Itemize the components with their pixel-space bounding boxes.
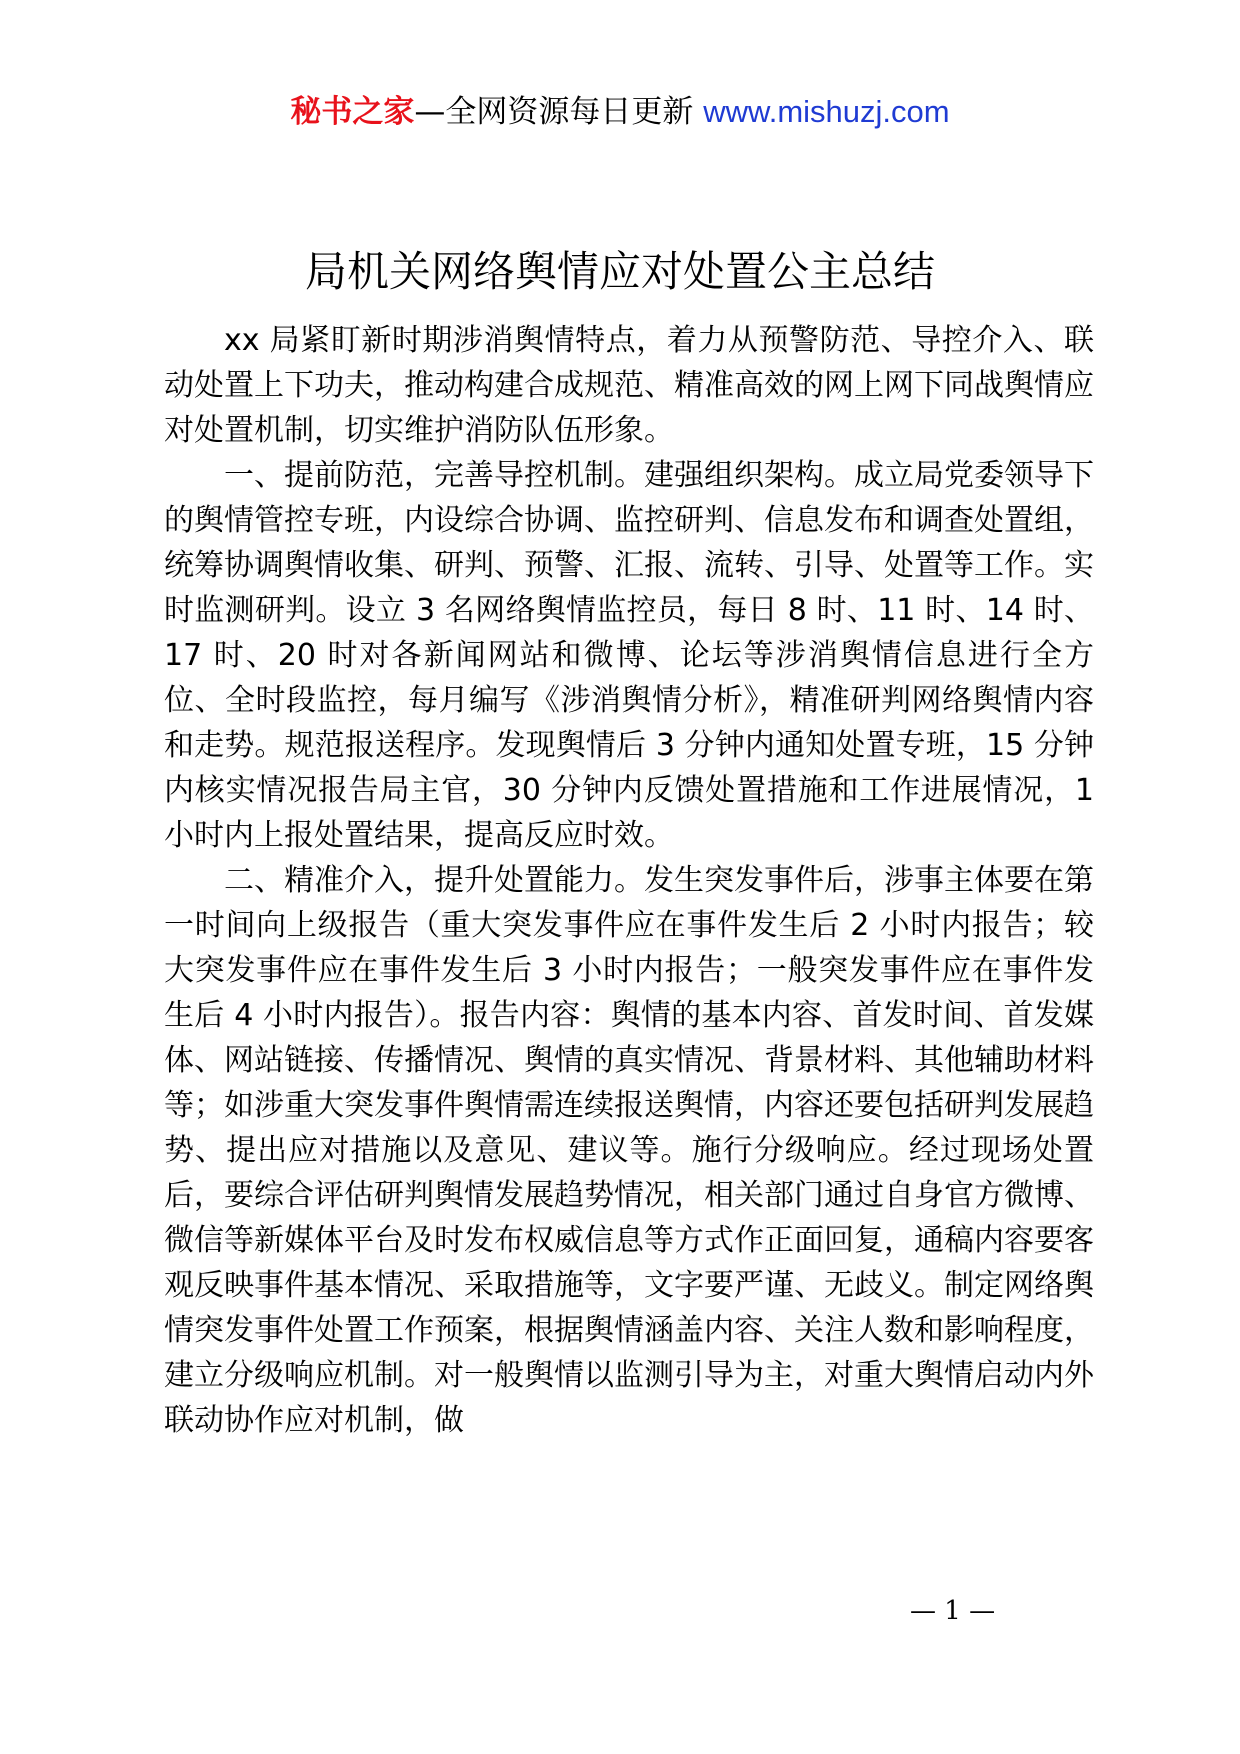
brand-name: 秘书之家: [290, 94, 415, 130]
paragraph-section-2: 二、精准介入，提升处置能力。发生突发事件后，涉事主体要在第一时间向上级报告（重大突发事件应在事件发生后 2 小时内报告；较大突发事件应在事件发生后 3 小时内报告；一般突发事件应在事件发生后 4 小时内报告）。报告内容：舆情的基本内容、首发时间、首发媒体、网站链接、传播情况、舆情的真实情况、背景材料、其他辅助材料等；如涉重大突发事件舆情需连续报送舆情，内容还要包括研判发展趋势、提出应对措施以及意见、建议等。施行分级响应。经过现场处置后，要综合评估研判舆情发展趋势情况，相关部门通过自身官方微博、微信等新媒体平台及时发布权威信息等方式作正面回复，通稿内容要客观反映事件基本情况、采取措施等，文字要严谨、无歧义。制定网络舆情突发事件处置工作预案，根据舆情涵盖内容、关注人数和影响程度，建立分级响应机制。对一般舆情以监测引导为主，对重大舆情启动内外联动协作应对机制，做: [164, 863, 1094, 1438]
document-title: 局机关网络舆情应对处置公主总结: [304, 247, 935, 296]
site-header: [0, 92, 1240, 132]
header-slogan: —全网资源每日更新: [414, 94, 704, 130]
page-number: — 1 —: [910, 1596, 996, 1626]
site-url-link[interactable]: www.mishuzj.com: [703, 94, 950, 129]
document-body: [164, 318, 1094, 1443]
paragraph-intro: xx 局紧盯新时期涉消舆情特点，着力从预警防范、导控介入、联动处置上下功夫，推动构建合成规范、精准高效的网上网下同战舆情应对处置机制，切实维护消防队伍形象。: [164, 323, 1094, 448]
paragraph-section-1: 一、提前防范，完善导控机制。建强组织架构。成立局党委领导下的舆情管控专班，内设综合协调、监控研判、信息发布和调查处置组，统筹协调舆情收集、研判、预警、汇报、流转、引导、处置等工作。实时监测研判。设立 3 名网络舆情监控员，每日 8 时、11 时、14 时、17 时、20 时对各新闻网站和微博、论坛等涉消舆情信息进行全方位、全时段监控，每月编写《涉消舆情分析》，精准研判网络舆情内容和走势。规范报送程序。发现舆情后 3 分钟内通知处置专班，15 分钟内核实情况报告局主官，30 分钟内反馈处置措施和工作进展情况，1 小时内上报处置结果，提高反应时效。: [164, 458, 1094, 853]
